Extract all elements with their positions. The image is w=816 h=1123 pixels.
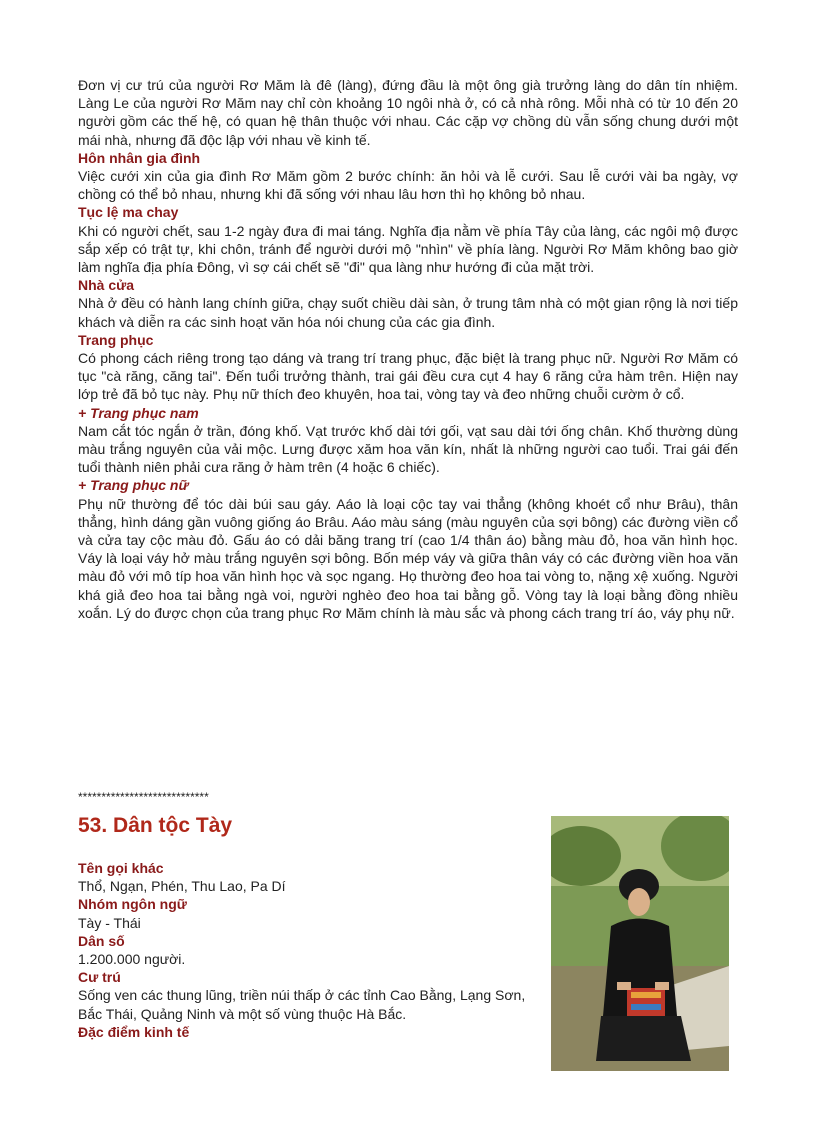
heading-female-costume: + Trang phục nữ: [78, 477, 189, 494]
paragraph-marriage: Việc cưới xin của gia đình Rơ Măm gồm 2 bước chính: ăn hỏi và lễ cưới. Sau lễ cưới vài ba ngày, vợ chồng có thể bỏ nhau, nhưng khi đã sống với nhau lâu hơn thì họ không bỏ nhau.: [78, 168, 738, 203]
text-other-names: Thổ, Ngạn, Phén, Thu Lao, Pa Dí: [78, 878, 286, 895]
section-title: 53. Dân tộc Tày: [78, 814, 233, 837]
heading-housing: Nhà cửa: [78, 277, 135, 294]
paragraph-funeral: Khi có người chết, sau 1-2 ngày đưa đi mai táng. Nghĩa địa nằm về phía Tây của làng, các ngôi mộ được sắp xếp có trật tự, khi chôn, tránh để người dưới mộ "nhìn" về phía làng. Người Rơ Măm không bao giờ làm nghĩa địa phía Đông, vì sợ cái chết sẽ "đi" qua làng như hướng đi của mặt trời.: [78, 222, 738, 276]
text-residence: Sống ven các thung lũng, triền núi thấp ở các tỉnh Cao Bằng, Lạng Sơn, Bắc Thái, Quảng Ninh và một số vùng thuộc Hà Bắc.: [78, 987, 526, 1022]
heading-marriage: Hôn nhân gia đình: [78, 149, 201, 166]
heading-residence: Cư trú: [78, 969, 121, 986]
separator: ****************************: [78, 790, 209, 804]
heading-male-costume: + Trang phục nam: [78, 404, 199, 421]
text-language-group: Tày - Thái: [78, 914, 141, 931]
tay-info: [78, 859, 548, 1041]
heading-other-names: Tên gọi khác: [78, 860, 164, 876]
paragraph-housing: Nhà ở đều có hành lang chính giữa, chạy suốt chiều dài sàn, ở trung tâm nhà có một gian rộng là nơi tiếp khách và diễn ra các sinh hoạt văn hóa nói chung của các gia đình.: [78, 295, 738, 330]
tay-woman-photo: [551, 816, 729, 1071]
heading-economy: Đặc điểm kinh tế: [78, 1023, 190, 1040]
heading-language-group: Nhóm ngôn ngữ: [78, 896, 187, 913]
document-body: [78, 76, 738, 622]
intro-paragraph: Đơn vị cư trú của người Rơ Măm là đê (làng), đứng đầu là một ông già trưởng làng do dân tín nhiệm. Làng Le của người Rơ Măm nay chỉ còn khoảng 10 ngôi nhà ở, có cả nhà rông. Mỗi nhà có từ 10 đến 20 người gồm các thế hệ, có quan hệ thân thuộc với nhau. Các cặp vợ chồng dù vẫn sống chung dưới một mái nhà, nhưng đã độc lập với nhau về kinh tế.: [78, 77, 738, 148]
paragraph-costume: Có phong cách riêng trong tạo dáng và trang trí trang phục, đặc biệt là trang phục nữ. Người Rơ Măm có tục "cà răng, căng tai". Đến tuổi trưởng thành, trai gái đều cưa cụt 4 hay 6 răng cửa hàm trên. Hiện nay lớp trẻ đã bỏ tục này. Phụ nữ thích đeo khuyên, hoa tai, vòng tay và đeo những chuỗi cườm ở cổ.: [78, 350, 738, 403]
photo-illustration: [551, 816, 729, 1071]
heading-funeral: Tục lệ ma chay: [78, 204, 179, 221]
paragraph-male-costume: Nam cắt tóc ngắn ở trần, đóng khố. Vạt trước khố dài tới gối, vạt sau dài tới ống chân. Khố thường dùng màu trắng nguyên của vải mộc. Lưng được xăm hoa văn kín, nhất là những người cao tuổi. Trai gái đến tuổi thành niên phải cưa răng ở hàm trên (4 hoặc 6 chiếc).: [78, 422, 738, 476]
heading-costume: Trang phục: [78, 331, 154, 348]
text-population: 1.200.000 người.: [78, 951, 186, 968]
paragraph-female-costume: Phụ nữ thường để tóc dài búi sau gáy. Aáo là loại cộc tay vai thẳng (không khoét cổ như Brâu), thân thẳng, hình dáng gần vuông giống áo Brâu. Aáo màu sáng (màu nguyên của sợi bông) các đường viền cổ và cửa tay cộc màu đỏ. Gấu áo có dải băng trang trí (cao 1/4 thân áo) bằng màu đỏ, hoa văn hình học. Váy là loại váy hở màu trắng nguyên sợi bông. Bốn mép váy và giữa thân váy có các đường viền hoa văn màu đỏ với mô típ hoa văn hình học và sọc ngang. Họ thường đeo hoa tai vòng to, nặng xệ xuống. Người khá giả đeo hoa tai bằng ngà voi, người nghèo đeo hoa tai bằng gỗ. Vòng tay là loại bằng đồng nhiều xoắn. Lý do được chọn của trang phục Rơ Măm chính là màu sắc và phong cách trang trí áo, váy phụ nữ.: [78, 495, 738, 621]
heading-population: Dân số: [78, 932, 125, 949]
